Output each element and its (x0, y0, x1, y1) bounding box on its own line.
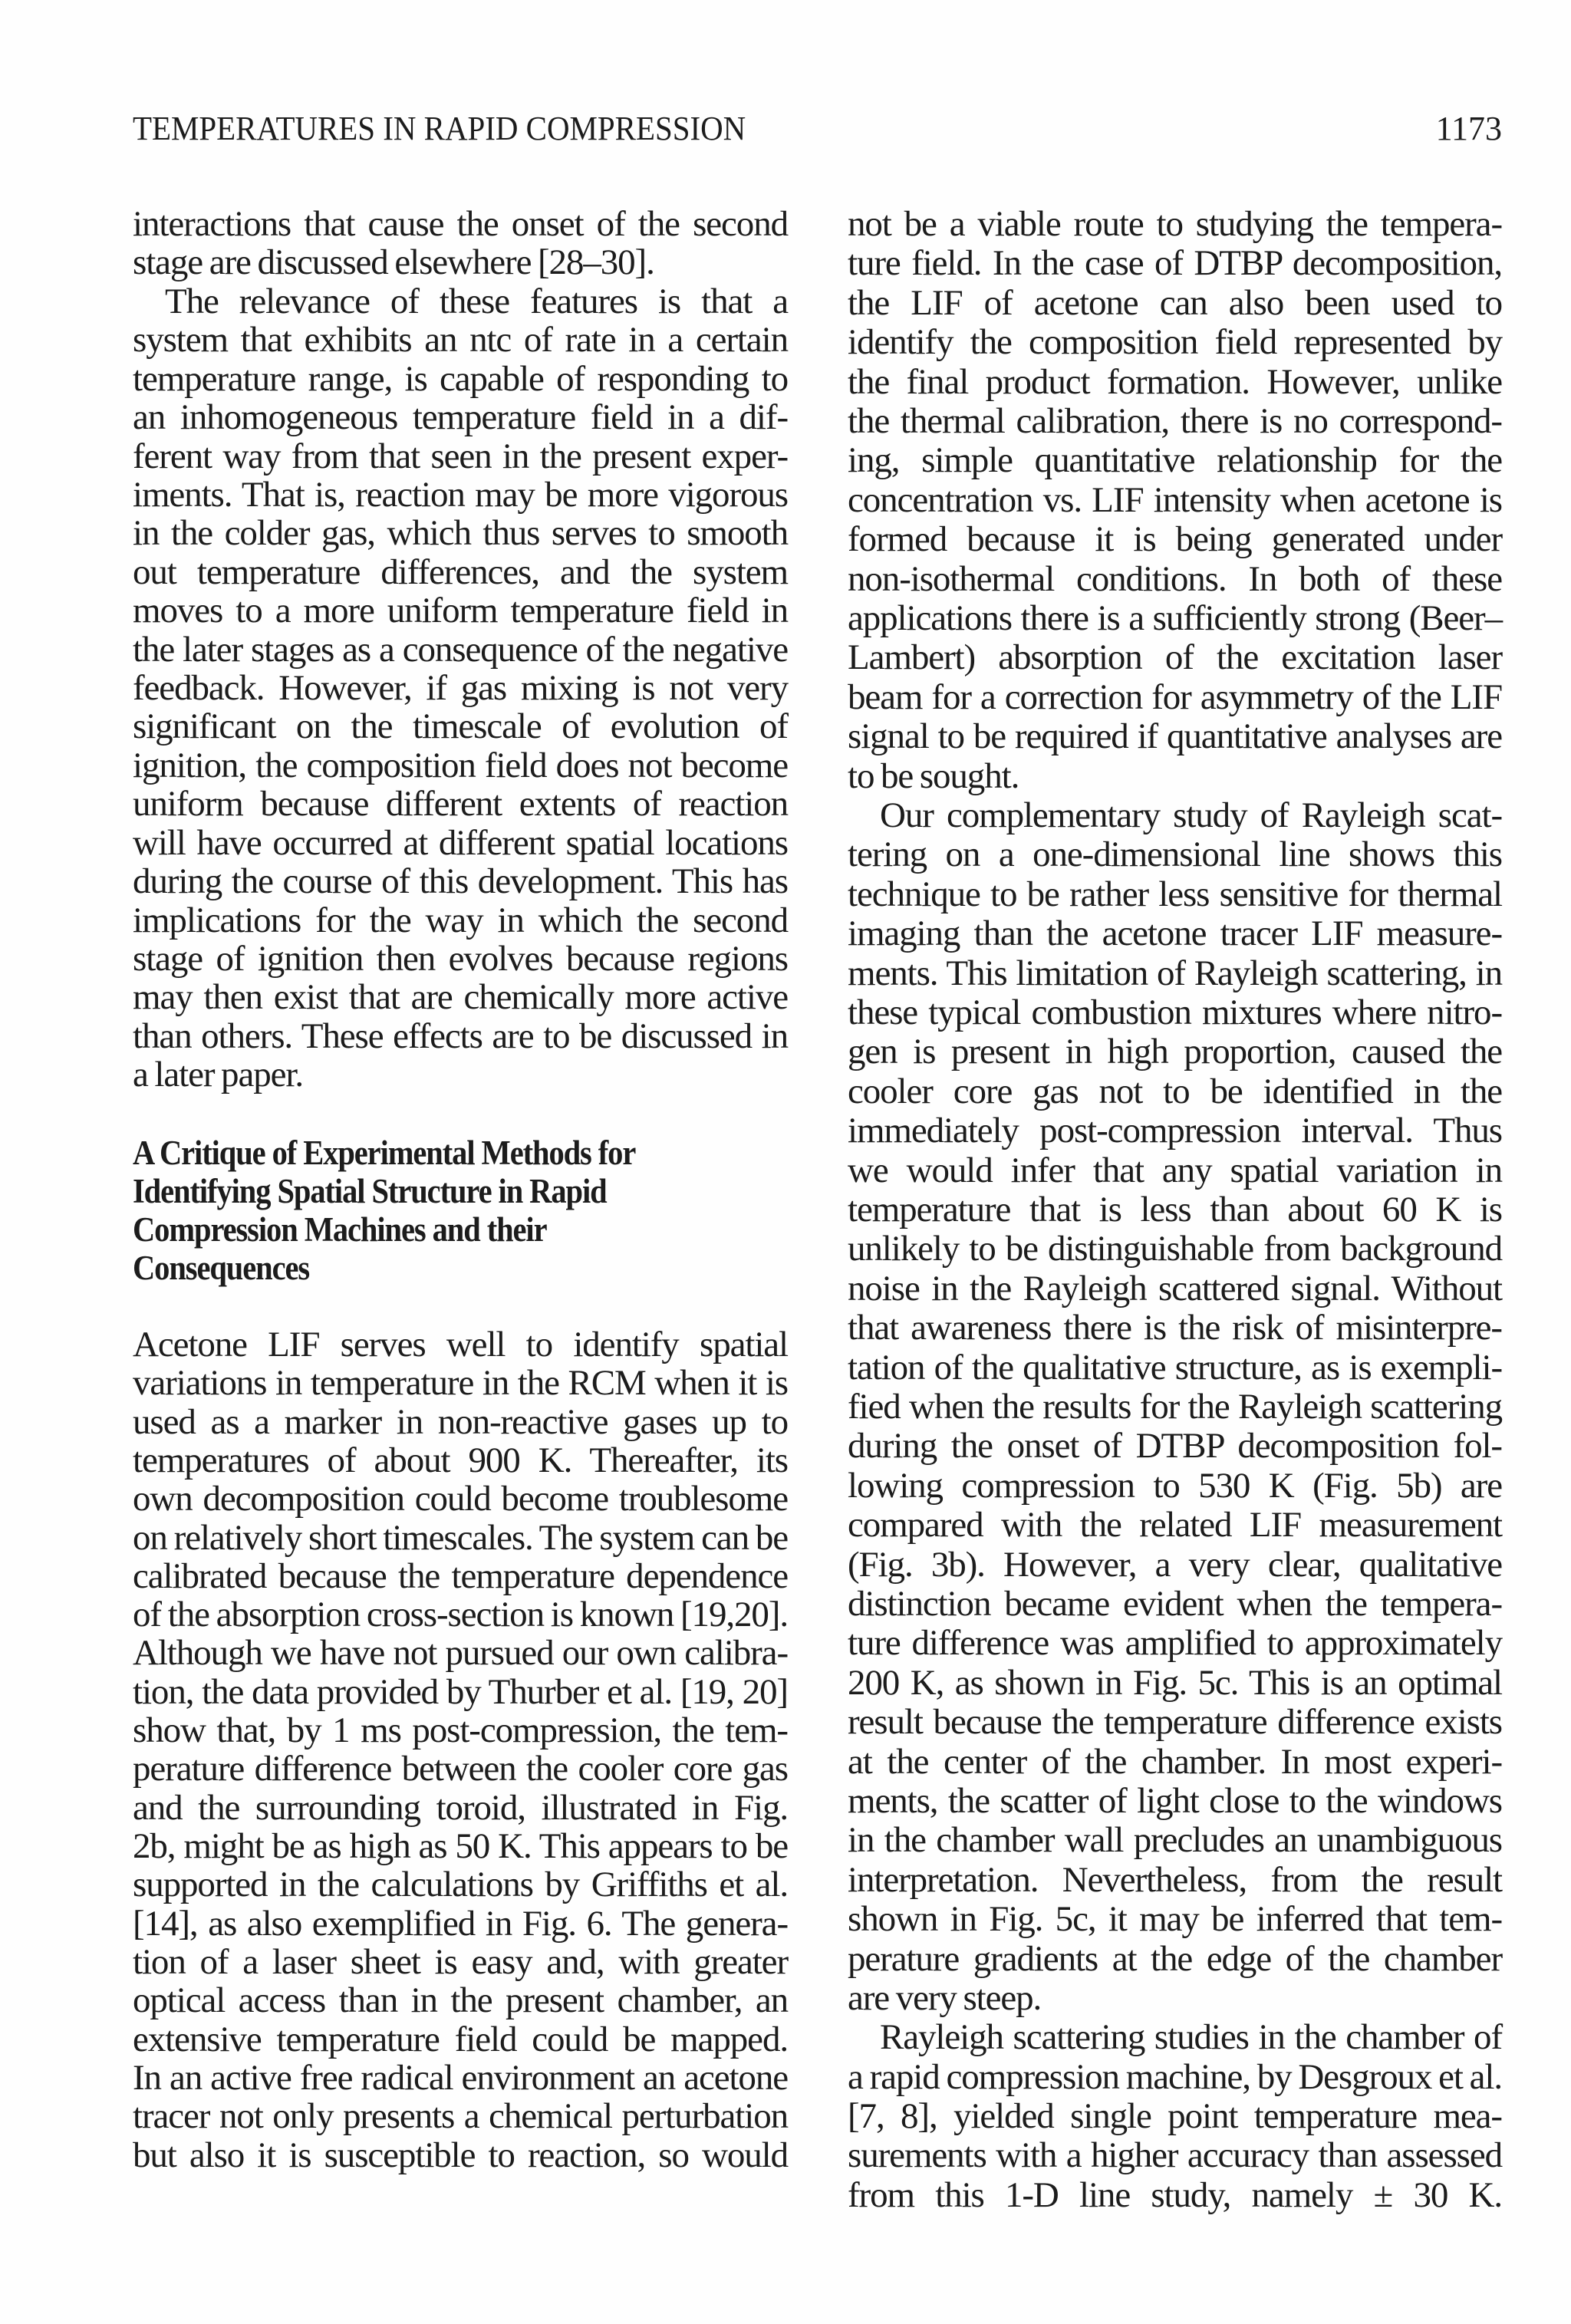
text-line: calibrated because the temperature dependence (133, 1556, 788, 1596)
text-line: 200 K, as shown in Fig. 5c. This is an optimal (848, 1663, 1502, 1703)
text-line: used as a marker in non-reactive gases up to (133, 1402, 788, 1442)
text-line: temperature range, is capable of responding to (133, 359, 788, 399)
text-line: will have occurred at different spatial locations (133, 823, 788, 863)
text-line: out temperature differences, and the system (133, 552, 788, 592)
text-line: in the colder gas, which thus serves to smooth (133, 513, 788, 553)
text-line: lowing compression to 530 K (Fig. 5b) are (848, 1466, 1502, 1506)
running-head-title: TEMPERATURES IN RAPID COMPRESSION (133, 110, 746, 147)
text-line: stage are discussed elsewhere [28–30]. (133, 242, 654, 282)
text-line: we would infer that any spatial variation in (848, 1150, 1502, 1190)
text-line: applications there is a sufficiently strong (Beer– (848, 598, 1502, 638)
text-line: Our complementary study of Rayleigh scat- (880, 795, 1502, 835)
text-line: the LIF of acetone can also been used to (848, 283, 1502, 323)
text-line: Although we have not pursued our own calibra- (133, 1633, 788, 1673)
text-line: uniform because different extents of reaction (133, 784, 788, 824)
text-line: during the course of this development. This has (133, 861, 788, 901)
text-line: gen is present in high proportion, caused the (848, 1032, 1502, 1071)
text-line: identify the composition field represented by (848, 322, 1502, 362)
text-line: the thermal calibration, there is no correspond- (848, 401, 1502, 441)
text-line: interactions that cause the onset of the second (133, 204, 788, 244)
text-line: formed because it is being generated under (848, 519, 1502, 559)
text-line: immediately post-compression interval. Thus (848, 1111, 1502, 1150)
text-line: but also it is susceptible to reaction, so would (133, 2135, 788, 2175)
text-line: during the onset of DTBP decomposition fol- (848, 1426, 1502, 1466)
text-line: perature gradients at the edge of the chamber (848, 1939, 1502, 1979)
section-heading-line: Consequences (133, 1249, 310, 1287)
text-line: non-isothermal conditions. In both of these (848, 559, 1502, 599)
text-line: beam for a correction for asymmetry of the LIF (848, 677, 1502, 717)
text-line: supported in the calculations by Griffiths et al. (133, 1865, 788, 1904)
text-line: significant on the timescale of evolution of (133, 706, 788, 746)
text-line: In an active free radical environment an acetone (133, 2058, 788, 2098)
text-line: temperature that is less than about 60 K is (848, 1190, 1502, 1229)
text-line: than others. These effects are to be discussed in (133, 1016, 788, 1056)
text-line: feedback. However, if gas mixing is not very (133, 668, 788, 708)
text-line: fied when the results for the Rayleigh scattering (848, 1387, 1502, 1427)
text-line: result because the temperature difference exists (848, 1702, 1502, 1742)
text-line: from this 1-D line study, namely ± 30 K. (848, 2175, 1502, 2215)
section-heading-line: Compression Machines and their (133, 1210, 547, 1249)
text-line: iments. That is, reaction may be more vigorous (133, 475, 788, 515)
text-line: optical access than in the present chamber, an (133, 1980, 788, 2020)
text-line: on relatively short timescales. The system can be (133, 1518, 788, 1558)
page-number: 1173 (1435, 110, 1502, 147)
text-line: tracer not only presents a chemical perturbation (133, 2096, 788, 2136)
text-line: moves to a more uniform temperature field in (133, 591, 788, 630)
text-line: imaging than the acetone tracer LIF measure- (848, 913, 1502, 953)
text-line: ture difference was amplified to approximately (848, 1623, 1502, 1663)
text-line: 2b, might be as high as 50 K. This appears to be (133, 1826, 788, 1866)
text-line: [7, 8], yielded single point temperature mea- (848, 2096, 1502, 2136)
text-line: may then exist that are chemically more active (133, 977, 788, 1017)
text-line: system that exhibits an ntc of rate in a certain (133, 320, 788, 360)
text-line: to be sought. (848, 756, 1019, 796)
text-line: unlikely to be distinguishable from background (848, 1229, 1502, 1269)
text-line: show that, by 1 ms post-compression, the tem- (133, 1710, 788, 1750)
section-heading-line: A Critique of Experimental Methods for (133, 1134, 636, 1172)
text-line: temperatures of about 900 K. Thereafter, its (133, 1440, 788, 1480)
text-line: own decomposition could become troublesome (133, 1479, 788, 1519)
text-line: distinction became evident when the tempera- (848, 1584, 1502, 1624)
text-line: concentration vs. LIF intensity when acetone is (848, 480, 1502, 520)
section-heading-line: Identifying Spatial Structure in Rapid (133, 1172, 607, 1210)
text-line: at the center of the chamber. In most experi- (848, 1742, 1502, 1782)
text-line: a rapid compression machine, by Desgroux et al. (848, 2057, 1502, 2097)
text-line: Rayleigh scattering studies in the chamber of (880, 2017, 1502, 2057)
text-line: the later stages as a consequence of the negative (133, 630, 788, 670)
text-line: and the surrounding toroid, illustrated in Fig. (133, 1788, 788, 1828)
text-line: noise in the Rayleigh scattered signal. Without (848, 1269, 1502, 1308)
text-line: tation of the qualitative structure, as is exempli- (848, 1348, 1502, 1387)
text-line: The relevance of these features is that a (165, 281, 788, 321)
text-line: implications for the way in which the second (133, 900, 788, 940)
text-line: tion of a laser sheet is easy and, with greater (133, 1942, 788, 1982)
text-line: not be a viable route to studying the tempera- (848, 204, 1502, 244)
text-line: ture field. In the case of DTBP decomposition, (848, 243, 1502, 283)
text-line: an inhomogeneous temperature field in a dif- (133, 397, 788, 437)
text-line: interpretation. Nevertheless, from the result (848, 1860, 1502, 1900)
text-line: tering on a one-dimensional line shows this (848, 834, 1502, 874)
text-line: (Fig. 3b). However, a very clear, qualitative (848, 1545, 1502, 1585)
text-line: surements with a higher accuracy than assessed (848, 2135, 1502, 2175)
text-line: compared with the related LIF measurement (848, 1505, 1502, 1545)
text-line: of the absorption cross-section is known [19,20]. (133, 1595, 788, 1634)
text-line: in the chamber wall precludes an unambiguous (848, 1820, 1502, 1860)
text-line: Acetone LIF serves well to identify spatial (133, 1325, 788, 1364)
text-line: extensive temperature field could be mapped. (133, 2020, 788, 2059)
text-line: ferent way from that seen in the present exper- (133, 436, 788, 476)
text-line: technique to be rather less sensitive for thermal (848, 874, 1502, 914)
text-line: Lambert) absorption of the excitation laser (848, 637, 1502, 677)
text-line: shown in Fig. 5c, it may be inferred that tem- (848, 1899, 1502, 1939)
right-column (848, 0, 1502, 2324)
text-line: ments. This limitation of Rayleigh scattering, in (848, 953, 1502, 993)
text-line: the final product formation. However, unlike (848, 362, 1502, 402)
text-line: perature difference between the cooler core gas (133, 1749, 788, 1789)
text-line: stage of ignition then evolves because regions (133, 939, 788, 979)
text-line: ignition, the composition field does not become (133, 746, 788, 785)
text-line: signal to be required if quantitative analyses are (848, 716, 1502, 756)
text-line: tion, the data provided by Thurber et al. [19, 20] (133, 1672, 788, 1712)
text-line: cooler core gas not to be identified in the (848, 1071, 1502, 1111)
text-line: these typical combustion mixtures where nitro- (848, 992, 1502, 1032)
text-line: ments, the scatter of light close to the windows (848, 1781, 1502, 1821)
text-line: [14], as also exemplified in Fig. 6. The genera- (133, 1904, 788, 1944)
left-column (133, 0, 788, 2324)
text-line: are very steep. (848, 1978, 1042, 2018)
text-line: ing, simple quantitative relationship for the (848, 440, 1502, 480)
text-line: that awareness there is the risk of misinterpre- (848, 1308, 1502, 1348)
text-line: a later paper. (133, 1055, 303, 1095)
text-line: variations in temperature in the RCM when it is (133, 1363, 788, 1403)
